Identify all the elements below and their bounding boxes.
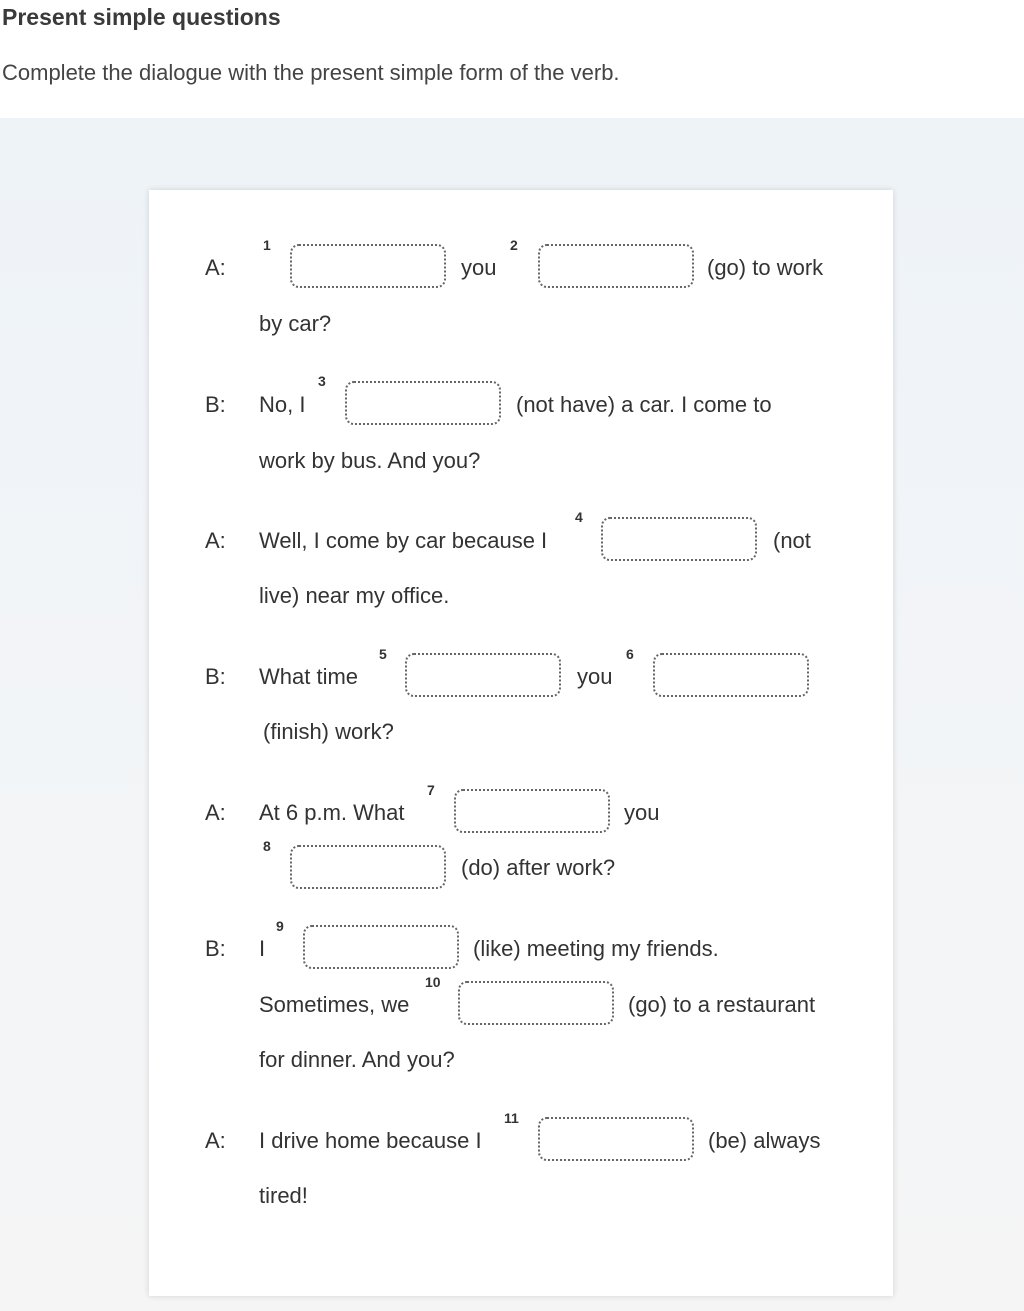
gap-number-3: 3 — [318, 373, 326, 389]
gap-number-10: 10 — [425, 974, 441, 990]
speaker-label: B: — [205, 936, 226, 961]
dialogue-text: Sometimes, we — [259, 992, 410, 1017]
gap-input-8[interactable] — [290, 845, 446, 889]
dialogue-text: work by bus. And you? — [259, 448, 481, 473]
dialogue-text: (be) always — [708, 1128, 821, 1153]
speaker-label: B: — [205, 664, 226, 689]
gap-input-11[interactable] — [538, 1117, 694, 1161]
gap-input-6[interactable] — [653, 653, 809, 697]
gap-number-4: 4 — [575, 509, 583, 525]
gap-input-7[interactable] — [454, 789, 610, 833]
dialogue-text: At 6 p.m. What — [259, 800, 405, 825]
dialogue-text: No, I — [259, 392, 306, 417]
dialogue-text: I — [259, 936, 266, 961]
dialogue-text: (do) after work? — [461, 855, 616, 880]
gap-number-2: 2 — [510, 237, 518, 253]
gap-number-6: 6 — [626, 646, 634, 662]
dialogue-text: Well, I come by car because I — [259, 528, 548, 553]
gap-input-5[interactable] — [405, 653, 561, 697]
gap-input-10[interactable] — [458, 981, 614, 1025]
dialogue-text: you — [577, 664, 613, 689]
dialogue-text: (not have) a car. I come to — [516, 392, 772, 417]
gap-number-5: 5 — [379, 646, 387, 662]
gap-number-9: 9 — [276, 918, 284, 934]
instructions: Complete the dialogue with the present simple form of the verb. — [2, 60, 620, 85]
dialogue-text: you — [461, 255, 497, 280]
speaker-label: A: — [205, 800, 226, 825]
speaker-label: A: — [205, 255, 226, 280]
dialogue-text: (not — [773, 528, 811, 553]
gap-input-1[interactable] — [290, 244, 446, 288]
speaker-label: B: — [205, 392, 226, 417]
dialogue-text: I drive home because I — [259, 1128, 482, 1153]
dialogue-text: (go) to work — [707, 255, 824, 280]
gap-input-2[interactable] — [538, 244, 694, 288]
gap-number-11: 11 — [504, 1110, 519, 1126]
speaker-label: A: — [205, 528, 226, 553]
dialogue-text: by car? — [259, 311, 332, 336]
gap-number-1: 1 — [263, 237, 271, 253]
gap-input-3[interactable] — [345, 381, 501, 425]
dialogue-text: for dinner. And you? — [259, 1047, 455, 1072]
gap-input-9[interactable] — [303, 925, 459, 969]
page-title: Present simple questions — [2, 4, 281, 30]
dialogue-text: tired! — [259, 1183, 308, 1208]
gap-number-8: 8 — [263, 838, 271, 854]
dialogue-text: (go) to a restaurant — [628, 992, 816, 1017]
dialogue-text: What time — [259, 664, 359, 689]
dialogue-text: live) near my office. — [259, 583, 450, 608]
dialogue-text: you — [624, 800, 660, 825]
dialogue-text: (like) meeting my friends. — [473, 936, 719, 961]
gap-input-4[interactable] — [601, 517, 757, 561]
dialogue-text: (finish) work? — [263, 719, 394, 744]
gap-number-7: 7 — [427, 782, 435, 798]
speaker-label: A: — [205, 1128, 226, 1153]
exercise-header — [0, 0, 1024, 118]
